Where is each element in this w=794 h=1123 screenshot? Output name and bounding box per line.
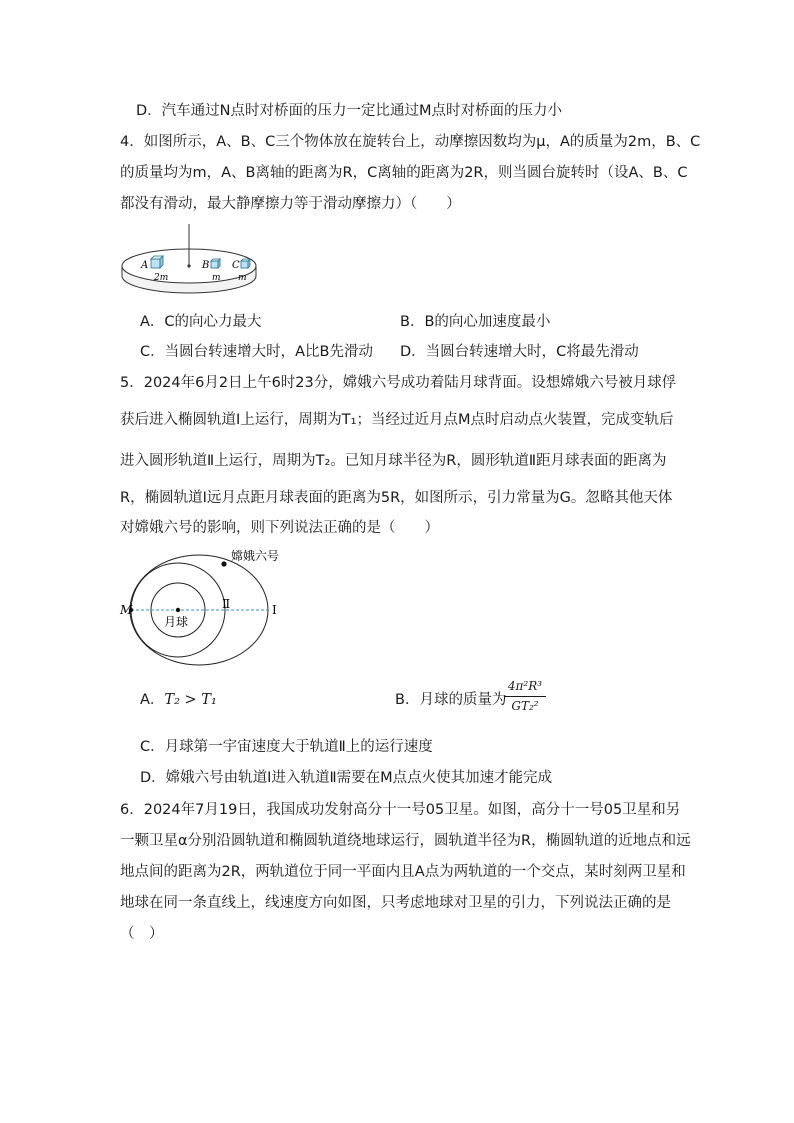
probe-dot [221, 561, 226, 566]
q6-stem-line-2: 一颗卫星α分别沿圆轨道和椭圆轨道绕地球运行，圆轨道半径为R，椭圆轨道的近地点和远 [120, 833, 691, 849]
fraction-numerator: 4π²R³ [507, 679, 543, 693]
block-a [151, 256, 163, 268]
label-a: A [141, 260, 149, 271]
q4-option-a: A．C的向心力最大 [140, 314, 262, 330]
label-b: B [202, 260, 210, 271]
q6-stem-line-5: （ ） [120, 926, 164, 942]
q4-option-d: D．当圆台转速增大时，C将最先滑动 [400, 344, 639, 360]
q6-stem-line-4: 地球在同一条直线上，线速度方向如图，只考虑地球对卫星的引力，下列说法正确的是 [120, 895, 671, 911]
q3-option-d: D．汽车通过N点时对桥面的压力一定比通过M点时对桥面的压力小 [136, 103, 563, 119]
q5-stem-line-3: 进入圆形轨道Ⅱ上运行，周期为T₂。已知月球半径为R，圆形轨道Ⅱ距月球表面的距离为 [120, 453, 667, 469]
mass-a: 2m [154, 273, 169, 283]
q4-stem-line-2: 的质量均为m，A、B离轴的距离为R，C离轴的距离为2R，则当圆台旋转时（设A、B、C [120, 165, 688, 181]
q5-stem-line-1: 5．2024年6月2日上午6时23分，嫦娥六号成功着陆月球背面。设想嫦娥六号被月球俘 [120, 375, 677, 391]
q5-option-c: C．月球第一宇宙速度大于轨道Ⅱ上的运行速度 [140, 739, 433, 755]
mass-c: m [238, 273, 247, 283]
block-b [211, 259, 220, 268]
q4-turntable-figure [118, 222, 260, 300]
q5-option-b: B．月球的质量为 [395, 692, 507, 708]
q5-option-a-expr: T₂ > T₁ [164, 692, 217, 708]
q5-option-a-prefix: A． [140, 692, 165, 708]
q6-stem-line-3: 地点间的距离为2R，两轨道位于同一平面内且A点为两轨道的一个交点，某时刻两卫星和 [120, 864, 686, 880]
q4-option-b: B．B的向心加速度最小 [400, 314, 551, 330]
mass-b: m [212, 273, 221, 283]
q5-orbit-figure [118, 545, 288, 667]
q4-stem-line-1: 4．如图所示，A、B、C三个物体放在旋转台上，动摩擦因数均为μ，A的质量为2m，B、C [120, 134, 701, 150]
moon-center [176, 608, 180, 612]
q5-option-a [140, 690, 217, 710]
q4-stem-line-3: 都没有滑动，最大静摩擦力等于滑动摩擦力）（ ） [120, 196, 461, 212]
q5-stem-line-5: 对嫦娥六号的影响，则下列说法正确的是（ ） [120, 520, 439, 536]
fraction-bar [504, 696, 546, 697]
q5-stem-line-2: 获后进入椭圆轨道Ⅰ上运行，周期为T₁；当经过近月点M点时启动点火装置，完成变轨后 [120, 412, 674, 428]
label-orbit-2: Ⅱ [222, 597, 231, 611]
block-c [241, 259, 250, 268]
fraction-denominator: GT₂² [511, 699, 539, 713]
q4-option-c: C．当圆台转速增大时，A比B先滑动 [140, 344, 373, 360]
q5-option-b-fraction [502, 678, 548, 715]
label-m: M [120, 603, 133, 617]
q5-stem-line-4: R，椭圆轨道Ⅰ远月点距月球表面的距离为5R，如图所示，引力常量为G。忽略其他天体 [120, 490, 673, 506]
label-orbit-1: Ⅰ [272, 603, 277, 617]
q6-stem-line-1: 6．2024年7月19日，我国成功发射高分十一号05卫星。如图，高分十一号05卫星和另 [120, 802, 681, 818]
label-probe: 嫦娥六号 [231, 549, 280, 563]
label-c: C [232, 260, 240, 271]
label-moon: 月球 [164, 615, 189, 629]
q5-option-d: D．嫦娥六号由轨道Ⅰ进入轨道Ⅱ需要在M点点火使其加速才能完成 [140, 770, 553, 786]
